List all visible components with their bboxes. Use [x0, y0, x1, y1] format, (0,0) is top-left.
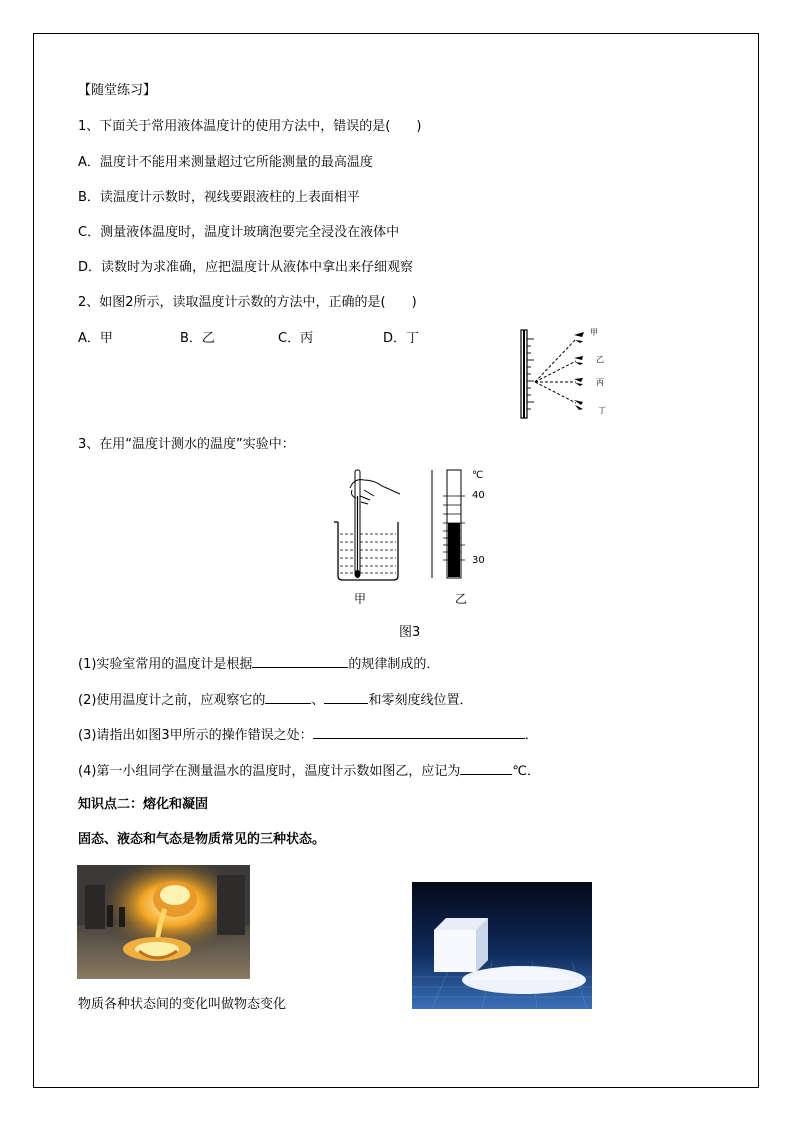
q2-option-b: B．乙: [180, 331, 215, 346]
q3-stem: 3、在用“温度计测水的温度”实验中：: [78, 437, 295, 452]
ice-cube-photo: [412, 882, 592, 1009]
fig3-label-yi: 乙: [455, 592, 468, 606]
q2-stem: 2、如图2所示，读取温度计示数的方法中，正确的是( ): [78, 295, 417, 310]
molten-metal-photo: [77, 865, 250, 979]
q2-option-c: C．丙: [278, 331, 314, 346]
q3-part-3: (3)请指出如图3甲所示的操作错误之处： ．: [78, 728, 538, 743]
q3-part-1: (1)实验室常用的温度计是根据 的规律制成的．: [78, 657, 440, 672]
fig2-label-bing: 丙: [596, 378, 604, 387]
fig2-label-yi: 乙: [596, 355, 604, 364]
q2-option-d: D．丁: [383, 331, 420, 346]
states-sentence: 固态、液态和气态是物质常见的三种状态。: [78, 832, 326, 847]
fig3-caption: 图3: [399, 625, 421, 640]
section-heading: 【随堂练习】: [78, 83, 157, 98]
fig3-label-jia: 甲: [354, 592, 367, 606]
change-sentence: 物质各种状态间的变化叫做物态变化: [78, 997, 287, 1012]
fig2-label-jia: 甲: [590, 328, 598, 337]
fig3-tick-40: 40: [472, 490, 485, 501]
q1-option-d: D．读数时为求准确，应把温度计从液体中拿出来仔细观察: [78, 260, 414, 275]
q1-option-b: B．读温度计示数时，视线要跟液柱的上表面相平: [78, 190, 360, 205]
figure-3-beaker: [330, 466, 410, 582]
knowledge-point-heading: 知识点二：熔化和凝固: [78, 797, 209, 812]
q1-option-a: A．温度计不能用来测量超过它所能测量的最高温度: [78, 155, 373, 170]
fig3-tick-30: 30: [472, 555, 485, 566]
q2-option-a: A．甲: [78, 331, 113, 346]
q3-part-2: (2)使用温度计之前，应观察它的 、 和零刻度线位置．: [78, 693, 473, 708]
q1-option-c: C．测量液体温度时，温度计玻璃泡要完全浸没在液体中: [78, 225, 400, 240]
q3-part-4: (4)第一小组同学在测量温水的温度时，温度计示数如图乙，应记为 ℃．: [78, 764, 541, 779]
fig3-unit-label: ℃: [472, 470, 484, 481]
q1-stem: 1、下面关于常用液体温度计的使用方法中，错误的是( ): [78, 119, 422, 134]
fig2-label-ding: 丁: [598, 406, 606, 415]
